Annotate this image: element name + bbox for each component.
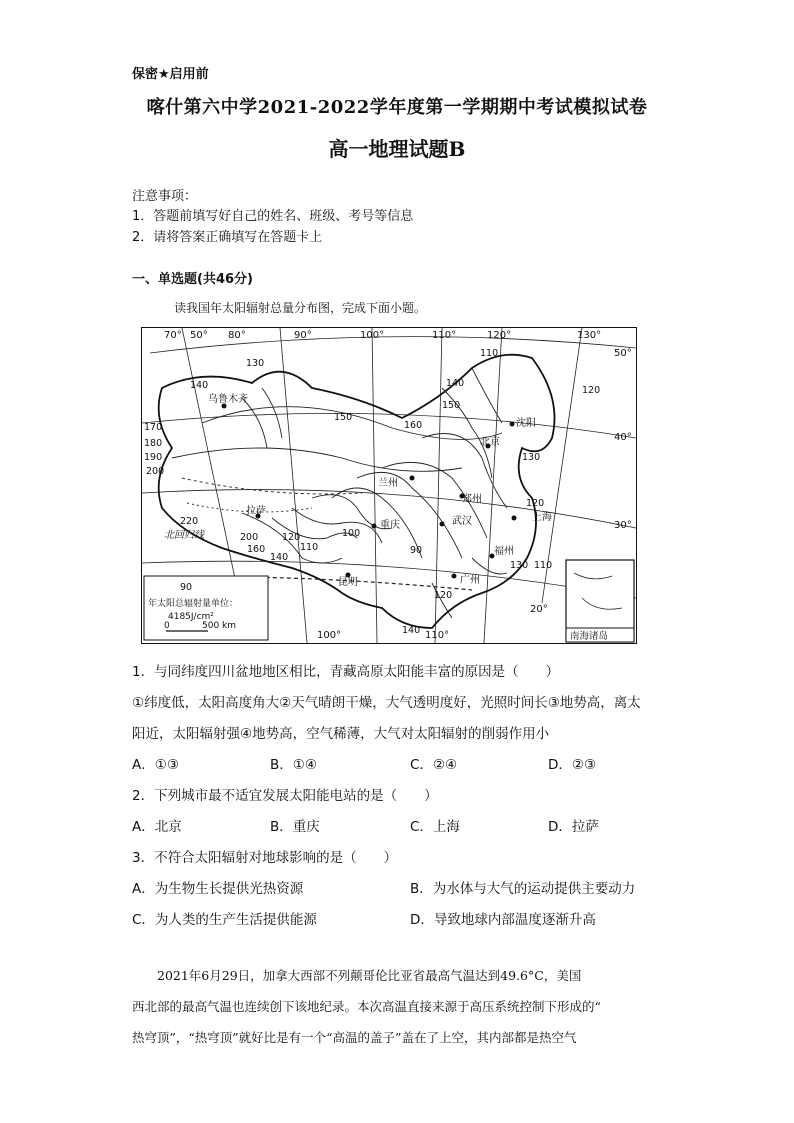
lon-label: 110° — [425, 630, 450, 641]
option-a[interactable]: A．北京 — [132, 819, 182, 835]
isoline-value: 160 — [404, 420, 423, 431]
lon-label: 100° — [317, 630, 342, 641]
option-d[interactable]: D．②③ — [548, 757, 597, 773]
question-stem: 3．不符合太阳辐射对地球影响的是（ ） — [132, 850, 398, 866]
question-stem: 2．下列城市最不适宜发展太阳能电站的是（ ） — [132, 788, 438, 804]
option-a[interactable]: A．①③ — [132, 757, 179, 773]
confidential-label: 保密★启用前 — [132, 67, 209, 82]
city-label: 郑州 — [462, 494, 482, 505]
inset-label: 南海诸岛 — [570, 631, 609, 642]
section-title: 一、单选题(共46分) — [132, 272, 253, 287]
isoline-value: 120 — [434, 590, 453, 601]
lon-label: 80° — [228, 330, 246, 341]
solar-radiation-map — [141, 327, 637, 644]
isoline-value: 110 — [534, 560, 553, 571]
legend-unit: 4185J/cm² — [168, 612, 214, 622]
lat-label: 20° — [530, 604, 548, 615]
option-b[interactable]: B．①④ — [270, 757, 317, 773]
legend-value: 90 — [180, 582, 193, 593]
notes-item: 2．请将答案正确填写在答题卡上 — [132, 230, 323, 245]
exam-title: 喀什第六中学2021-2022学年度第一学期期中考试模拟试卷 — [146, 97, 648, 118]
option-b[interactable]: B．重庆 — [270, 819, 320, 835]
city-label: 广州 — [460, 575, 480, 586]
isoline-value: 120 — [282, 532, 301, 543]
option-b[interactable]: B．为水体与大气的运动提供主要动力 — [410, 881, 636, 897]
lat-label: 30° — [614, 520, 632, 531]
lat-label: 40° — [614, 432, 632, 443]
city-label: 沈阳 — [516, 418, 536, 429]
city-label: 乌鲁木齐 — [208, 394, 248, 405]
exam-subtitle: 高一地理试题B — [328, 137, 466, 161]
isoline-value: 140 — [190, 380, 209, 391]
notes-heading: 注意事项： — [132, 189, 198, 204]
isoline-value: 100 — [342, 528, 361, 539]
city-label: 昆明 — [338, 577, 358, 588]
lon-label: 120° — [487, 330, 512, 341]
south-china-sea-inset — [566, 560, 634, 642]
isoline-value: 130 — [510, 560, 529, 571]
lon-label: 50° — [190, 330, 208, 341]
option-d[interactable]: D．拉萨 — [548, 819, 599, 835]
option-c[interactable]: C．②④ — [410, 757, 458, 773]
isoline-value: 200 — [240, 532, 259, 543]
passage-line: 2021年6月29日，加拿大西部不列颠哥伦比亚省最高气温达到49.6°C，美国 — [157, 968, 582, 983]
isoline-value: 160 — [247, 544, 266, 555]
city-label: 北京 — [480, 437, 500, 448]
question-line: ①纬度低，太阳高度角大②天气晴朗干燥，大气透明度好，光照时间长③地势高，离太 — [132, 695, 641, 711]
passage-line: 热穹顶”，“热穹顶”就好比是有一个“高温的盖子”盖在了上空，其内部都是热空气 — [132, 1030, 577, 1045]
city-label: 拉萨 — [246, 506, 266, 517]
lat-label: 50° — [614, 348, 632, 359]
lon-label: 70° — [164, 330, 182, 341]
isoline-value: 90 — [410, 545, 423, 556]
isoline-value: 130 — [246, 358, 265, 369]
isoline-value: 120 — [582, 385, 601, 396]
isoline-value: 140 — [446, 378, 465, 389]
isoline-value: 220 — [180, 516, 199, 527]
isoline-value: 110 — [480, 348, 499, 359]
isoline-value: 140 — [402, 625, 421, 636]
option-a[interactable]: A．为生物生长提供光热资源 — [132, 881, 304, 897]
city-label: 重庆 — [380, 520, 400, 531]
passage — [132, 960, 662, 1053]
city-label: 武汉 — [452, 516, 472, 527]
isoline-value: 180 — [144, 438, 163, 449]
passage-line: 西北部的最高气温也连续创下该地纪录。本次高温直接来源于高压系统控制下形成的“ — [132, 999, 601, 1014]
map-legend — [144, 576, 268, 640]
lon-label: 110° — [432, 330, 457, 341]
city-label: 兰州 — [378, 478, 398, 489]
lon-label: 130° — [577, 330, 602, 341]
tropic-label: 北回归线 — [164, 530, 204, 541]
isoline-value: 150 — [334, 412, 353, 423]
legend-label: 年太阳总辐射量单位： — [148, 599, 239, 609]
option-c[interactable]: C．上海 — [410, 819, 460, 835]
map-figure — [142, 328, 636, 643]
city-label: 上海 — [532, 512, 552, 523]
question-line: 阳近，太阳辐射强④地势高，空气稀薄，大气对太阳辐射的削弱作用小 — [132, 726, 550, 742]
scale-label: 500 km — [202, 621, 237, 631]
section-intro: 读我国年太阳辐射总量分布图，完成下面小题。 — [174, 301, 427, 315]
isoline-value: 130 — [522, 452, 541, 463]
question-stem: 1．与同纬度四川盆地地区相比，青藏高原太阳能丰富的原因是（ ） — [132, 664, 560, 680]
isoline-value: 140 — [270, 552, 289, 563]
isoline-value: 150 — [442, 400, 461, 411]
scale-zero: 0 — [164, 621, 170, 631]
notes-item: 1．答题前填写好自己的姓名、班级、考号等信息 — [132, 209, 414, 224]
isoline-value: 120 — [526, 498, 545, 509]
lon-label: 90° — [294, 330, 312, 341]
isoline-value: 110 — [300, 542, 319, 553]
option-d[interactable]: D．导致地球内部温度逐渐升高 — [410, 912, 596, 928]
lon-label: 100° — [360, 330, 385, 341]
option-c[interactable]: C．为人类的生产生活提供能源 — [132, 912, 317, 928]
isoline-value: 200 — [146, 466, 165, 477]
isoline-value: 190 — [144, 452, 163, 463]
isoline-value: 170 — [144, 422, 163, 433]
city-label: 福州 — [494, 546, 514, 557]
